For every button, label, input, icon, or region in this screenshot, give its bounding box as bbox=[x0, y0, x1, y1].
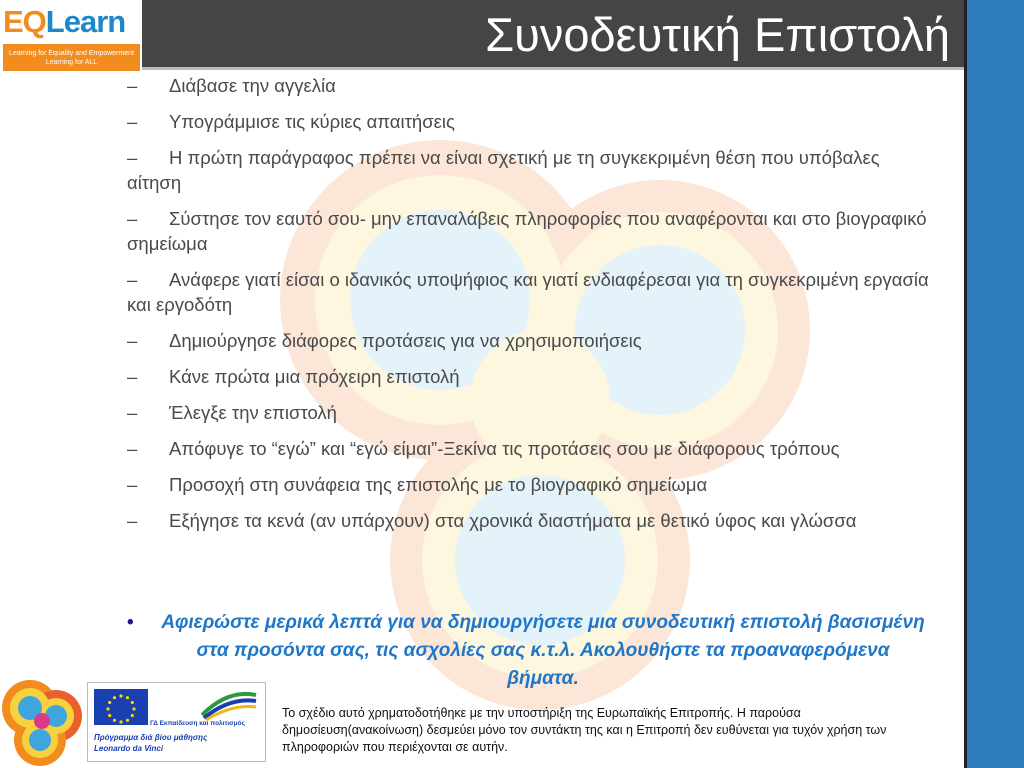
step-item bbox=[127, 328, 937, 353]
bullet-icon: • bbox=[127, 612, 134, 633]
step-dash: – bbox=[127, 366, 138, 387]
logo-wordmark bbox=[3, 0, 125, 44]
slide-title: Συνοδευτική Επιστολή bbox=[485, 8, 950, 61]
step-text: Ανάφερε γιατί είσαι ο ιδανικός υποψήφιος και γιατί ενδιαφέρεσαι για τη συγκεκριμένη εργασία και εργοδότη bbox=[127, 269, 929, 315]
eu-funding-logo bbox=[87, 682, 266, 762]
step-text: Σύστησε τον εαυτό σου- μην επαναλάβεις πληροφορίες που αναφέρονται και στο βιογραφικό σημείωμα bbox=[127, 208, 927, 254]
eu-program-line2: Leonardo da Vinci bbox=[94, 744, 164, 753]
side-band bbox=[964, 0, 1024, 768]
logo-tagline-line2: Learning for ALL bbox=[45, 59, 98, 66]
step-dash: – bbox=[127, 111, 138, 132]
eu-flag-icon bbox=[94, 689, 148, 725]
logo-tagline bbox=[3, 44, 140, 71]
step-text: Διάβασε την αγγελία bbox=[169, 75, 336, 96]
step-dash: – bbox=[127, 147, 138, 168]
logo-learn-text: Learn bbox=[45, 4, 126, 39]
step-text: Δημιούργησε διάφορες προτάσεις για να χρησιμοποιήσεις bbox=[169, 330, 642, 351]
title-bar bbox=[0, 0, 964, 70]
step-item bbox=[127, 508, 937, 533]
side-band-divider bbox=[964, 0, 967, 768]
logo-eq-text: EQ bbox=[3, 4, 46, 39]
step-dash: – bbox=[127, 269, 138, 290]
step-text: Έλεγξε την επιστολή bbox=[169, 402, 337, 423]
eu-caption: ΓΔ Εκπαίδευση και πολιτισμός bbox=[150, 720, 245, 727]
step-dash: – bbox=[127, 330, 138, 351]
eu-program-label bbox=[94, 732, 207, 754]
step-item bbox=[127, 472, 937, 497]
step-dash: – bbox=[127, 474, 138, 495]
step-item bbox=[127, 400, 937, 425]
step-text: Απόφυγε το “εγώ” και “εγώ είμαι”-Ξεκίνα τις προτάσεις σου με διάφορους τρόπους bbox=[169, 438, 840, 459]
step-text: Προσοχή στη συνάφεια της επιστολής με το βιογραφικό σημείωμα bbox=[169, 474, 708, 495]
highlight-instruction bbox=[127, 609, 927, 693]
step-item bbox=[127, 109, 937, 134]
step-text: Εξήγησε τα κενά (αν υπάρχουν) στα χρονικά διαστήματα με θετικό ύφος και γλώσσα bbox=[169, 510, 857, 531]
disclaimer-text: Το σχέδιο αυτό χρηματοδοτήθηκε με την υποστήριξη της Ευρωπαϊκής Επιτροπής. Η παρούσα δημοσίευση(ανακοίνωση) δεσμεύει μόνο τον συντάκτη της και η Επιτροπή δεν ευθύνεται για τυχόν χρήση των πληροφοριών που περιέχονται σε αυτήν. bbox=[282, 706, 887, 754]
step-text: Υπογράμμισε τις κύριες απαιτήσεις bbox=[169, 111, 455, 132]
highlight-text: Αφιερώστε μερικά λεπτά για να δημιουργήσετε μια συνοδευτική επιστολή βασισμένη στα προσόντα σας, τις ασχολίες σας κ.τ.λ. Ακολουθήστε τα προαναφερόμενα βήματα. bbox=[161, 612, 925, 689]
step-item bbox=[127, 206, 937, 256]
step-item bbox=[127, 73, 937, 98]
logo-tagline-line1: Learning for Equality and Empowerment bbox=[9, 50, 134, 57]
step-dash: – bbox=[127, 75, 138, 96]
step-dash: – bbox=[127, 208, 138, 229]
step-dash: – bbox=[127, 402, 138, 423]
program-swoosh-icon bbox=[198, 687, 260, 721]
title-underline bbox=[142, 67, 964, 70]
step-dash: – bbox=[127, 510, 138, 531]
eqlearn-logo bbox=[0, 0, 142, 73]
step-item bbox=[127, 364, 937, 389]
step-item bbox=[127, 436, 937, 461]
step-text: Κάνε πρώτα μια πρόχειρη επιστολή bbox=[169, 366, 460, 387]
flower-logo-icon bbox=[0, 668, 86, 768]
eu-program-line1: Πρόγραμμα διά βίου μάθησης bbox=[94, 733, 208, 742]
steps-list bbox=[127, 73, 937, 544]
step-item bbox=[127, 145, 937, 195]
step-text: Η πρώτη παράγραφος πρέπει να είναι σχετική με τη συγκεκριμένη θέση που υπόβαλες αίτηση bbox=[127, 147, 880, 193]
step-item bbox=[127, 267, 937, 317]
step-dash: – bbox=[127, 438, 138, 459]
